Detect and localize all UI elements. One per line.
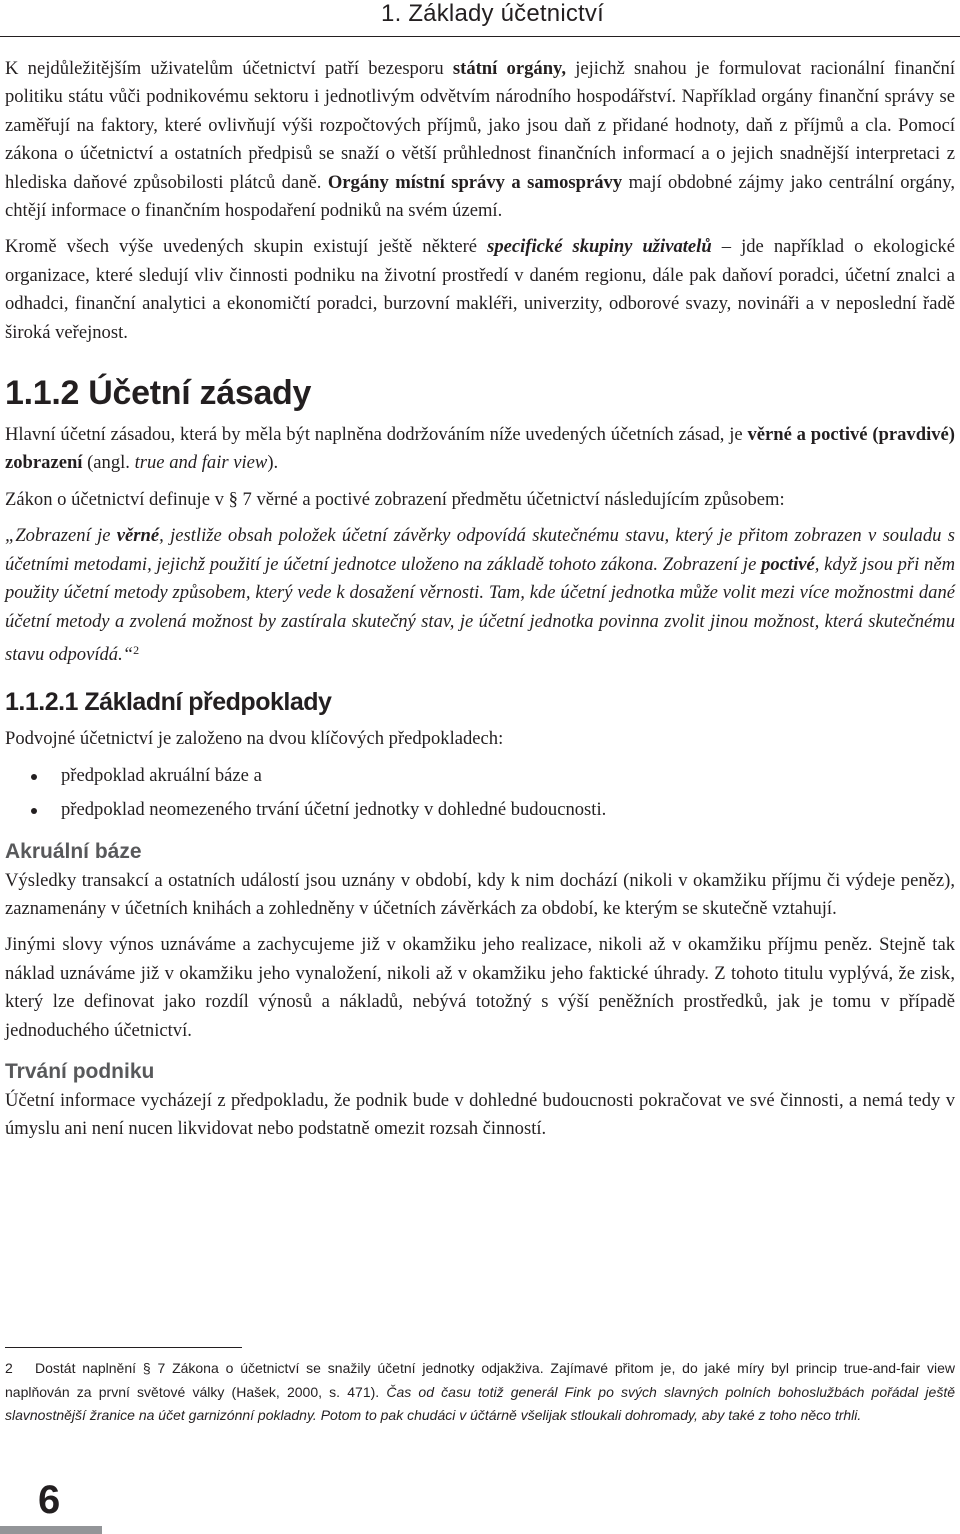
assumptions-list (5, 762, 955, 825)
text-run: ). (267, 452, 279, 474)
page-header (0, 0, 960, 37)
bullet-icon (31, 774, 37, 780)
paragraph-true-fair-view (5, 421, 955, 478)
bold-italic-text: poctivé (761, 553, 815, 575)
chapter-title: 1. Základy účetnictví (381, 0, 604, 27)
section-heading-1-1-2-1: 1.1.2.1 Základní předpoklady (5, 688, 332, 717)
section-heading-1-1-2: 1.1.2 Účetní zásady (5, 374, 312, 413)
paragraph-accrual-2: Jinými slovy výnos uznáváme a zachycujeme již v okamžiku jeho realizace, nikoli až v okamžiku příjmu peněz. Stejně tak náklad uznáváme již v okamžiku jeho vynaložení, nikoli až v okamžiku jeho faktické úhrady. Z tohoto titulu vyplývá, že zisk, který lze definovat jako rozdíl výnosů a nákladů, nebývá totožný s výší peněžních prostředků, jak je tomu v případě jednoduchého účetnictví. (5, 934, 955, 1041)
paragraph-assumptions: Podvojné účetnictví je založeno na dvou klíčových předpokladech: (5, 728, 504, 750)
page-number-bar (0, 1526, 102, 1534)
page-content (5, 55, 955, 1152)
bullet-icon (31, 808, 37, 814)
subheading-accrual: Akruální báze (5, 839, 142, 863)
bold-text: státní orgány, (452, 58, 566, 79)
text-run: , když jsou při něm použity účetní metody způsobem, který vede k dosažení věrnosti. Tam, kde účetní jednotka může volit mezi více možnostmi dané účetní metody a zvolená možnost by zastírala skutečný stav, je účetní jednotka povinna zvolit jinou možnost, která skutečnému stavu odpovídá.“ (5, 553, 956, 665)
text-run: „Zobrazení je (5, 525, 117, 547)
list-item (5, 796, 955, 824)
bold-text: věrné a poctivé (pravdivé) zobrazení (5, 424, 955, 474)
paragraph-going-concern: Účetní informace vycházejí z předpokladu, že podnik bude v dohledné budoucnosti pokračovat ve své činnosti, a nemá tedy v úmyslu ani není nucen likvidovat nebo podstatně omezit rozsah činností. (5, 1089, 955, 1140)
text-run: (angl. (82, 452, 135, 474)
bold-italic-text: věrné (116, 525, 160, 547)
bold-italic-text: specifické skupiny uživatelů (487, 236, 712, 258)
text-run: Dostát naplnění § 7 Zákona o účetnictví se snažily účetní jednotky odjakživa. Zajímavé přitom je, do jaké míry byl princip true-and-fair view naplňován za první světové války (Hašek, 2000, s. 471). (5, 1360, 955, 1400)
text-run: K nejdůležitějším uživatelům účetnictví patří bezesporu (5, 58, 453, 79)
italic-text: Čas od času totiž generál Fink po svých slavných polních bohoslužbách pořádal ještě slavnostnější žranice na účet garnizónní pokladny. Potom to pak chudáci v účtárně všelijak stloukali dohromady, aby také z toho něco trhli. (5, 1383, 955, 1423)
list-item-text: předpoklad akruální báze a (61, 764, 262, 786)
footnote (5, 1357, 955, 1428)
text-run: Kromě všech výše uvedených skupin existují ještě některé (5, 236, 488, 258)
footnote-number: 2 (5, 1360, 13, 1376)
page-number: 6 (38, 1478, 61, 1522)
text-run: , jestliže obsah položek účetní závěrky odpovídá skutečnému stavu, který je přitom zobrazen v souladu s účetními metodami, jejichž použití je účetní jednotce uloženo na základě tohoto zákona. Zobrazení je (5, 525, 955, 575)
paragraph-specific-users (5, 233, 955, 347)
list-item (5, 762, 955, 790)
paragraph-law-definition: Zákon o účetnictví definuje v § 7 věrné a poctivé zobrazení předmětu účetnictví následujícím způsobem: (5, 488, 785, 510)
list-item-text: předpoklad neomezeného trvání účetní jednotky v dohledné budoucnosti. (61, 799, 607, 821)
bold-text: Orgány místní správy a samosprávy (327, 171, 623, 193)
footnote-reference[interactable]: 2 (133, 642, 140, 657)
text-run: jejichž snahou je formulovat racionální finanční politiku státu vůči podnikovému sektoru i jednotlivým odvětvím národního hospodářství. Například orgány finanční správy se zaměřují na faktory, které ovlivňují výši rozpočtových příjmů, jako jsou daň z přidané hodnoty, daň z příjmů a cla. Pomocí zákona o účetnictví a ostatních předpisů se snaží o větší průhlednost finančních informací a o jejich snadnější interpretaci z hlediska daňové způsobilosti plátců daně. (5, 58, 955, 193)
text-run: mají obdobné zájmy jako centrální orgány, chtějí informace o finančním hospodaření podniků na svém území. (5, 171, 955, 222)
italic-text: true and fair view (134, 452, 268, 474)
paragraph-accrual-1: Výsledky transakcí a ostatních událostí jsou uznány v období, kdy k nim dochází (nikoli v okamžiku příjmu či výdeje peněz), zaznamenány v účetních knihách a zohledněny v účetních závěrkách za období, ke kterým se skutečně vztahují. (5, 869, 955, 919)
paragraph-state-authorities (5, 55, 955, 225)
subheading-going-concern: Trvání podniku (5, 1059, 155, 1083)
text-run: Hlavní účetní zásadou, která by měla být naplněna dodržováním níže uvedených účetních zásad, je (5, 424, 748, 446)
law-quote (5, 522, 955, 669)
footnote-divider (5, 1347, 242, 1348)
text-run: – jde například o ekologické organizace, které sledují vliv činnosti podniku na životní prostředí v daném regionu, dále pak daňoví poradci, účetní znalci a odhadci, finanční analytici a ekonomičtí poradci, burzovní makléři, univerzity, odborové svazy, novináři a v neposlední řadě široká veřejnost. (5, 236, 956, 343)
